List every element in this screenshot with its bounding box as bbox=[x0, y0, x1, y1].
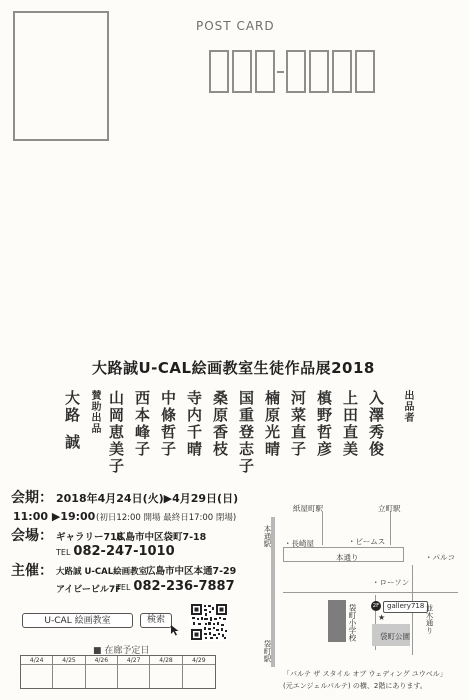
map-road bbox=[390, 512, 391, 545]
map-landmark: ・ビームス bbox=[348, 537, 386, 546]
postal-box bbox=[355, 50, 375, 93]
exhibitor-name: 国重登志子 bbox=[237, 390, 255, 475]
exhibitor-name: 槙野哲彦 bbox=[315, 390, 333, 458]
map-landmark: ・パルコ bbox=[425, 553, 455, 562]
organizer-label: 主催： bbox=[11, 563, 53, 579]
map-road bbox=[322, 512, 323, 545]
postal-box bbox=[309, 50, 329, 93]
map-landmark: 並木通り bbox=[425, 604, 434, 634]
period-dates: 2018年4月24日(火)▶4月29日(日) bbox=[56, 492, 239, 505]
map-note: (元エンジェルパルテ) の横、2階にあります。 bbox=[283, 682, 427, 690]
period-label: 会期： bbox=[11, 490, 53, 506]
exhibitor-name: 西本峰子 bbox=[133, 390, 151, 458]
period-hours-note: (初日12:00 開場 最終日17:00 閉場) bbox=[96, 513, 237, 523]
schedule-cell bbox=[150, 665, 182, 688]
venue-label: 会場： bbox=[11, 528, 53, 544]
postal-box bbox=[255, 50, 275, 93]
schedule-table bbox=[20, 655, 216, 689]
map-landmark: ・長崎屋 bbox=[284, 539, 314, 548]
organizer-tel-prefix: TEL bbox=[116, 583, 131, 592]
organizer-tel-number: 082-236-7887 bbox=[133, 579, 235, 594]
schedule-date: 4/29 bbox=[183, 656, 215, 665]
exhibitor-name: 楠原光晴 bbox=[263, 390, 281, 458]
map-station: 紙屋町駅 bbox=[293, 504, 323, 513]
exhibitor-name: 山岡恵美子 bbox=[107, 390, 125, 475]
schedule-date: 4/26 bbox=[86, 656, 118, 665]
schedule-cell bbox=[86, 665, 118, 688]
exhibitor-name: 桑原香枝 bbox=[211, 390, 229, 458]
map-note: 「パルテ ザ スタイル オブ ウェディング ユウベル」 bbox=[283, 670, 447, 678]
schedule-cell bbox=[183, 665, 215, 688]
qr-code-icon bbox=[190, 603, 228, 641]
venue-tel-prefix: TEL bbox=[56, 548, 71, 557]
postal-box bbox=[232, 50, 252, 93]
schedule-date: 4/27 bbox=[118, 656, 150, 665]
exhibitor-name: 中條哲子 bbox=[159, 390, 177, 458]
cursor-icon bbox=[170, 624, 180, 636]
postal-code-boxes bbox=[209, 50, 441, 95]
exhibitors-label: 出品者 bbox=[402, 390, 413, 423]
organizer-building: アイビービル7F bbox=[56, 585, 122, 595]
search-button[interactable]: 検索 bbox=[140, 613, 172, 628]
postal-box bbox=[332, 50, 352, 93]
map-floor-badge: 2F bbox=[372, 603, 380, 609]
exhibition-title: 大路誠U-CAL絵画教室生徒作品展2018 bbox=[92, 359, 375, 377]
map-gallery-marker: gallery718 bbox=[383, 601, 428, 613]
venue-name: ギャラリー718 bbox=[56, 532, 124, 543]
postal-dash bbox=[277, 71, 284, 73]
support-label: 賛助出品 bbox=[89, 390, 100, 434]
organizer-name: 大路誠 U-CAL絵画教室 bbox=[56, 567, 148, 577]
venue-tel-number: 082-247-1010 bbox=[73, 544, 175, 559]
venue-address: 広島市中区袋町7-18 bbox=[116, 532, 207, 543]
search-input[interactable]: U-CAL 絵画教室 bbox=[22, 613, 133, 628]
schedule-cell bbox=[118, 665, 150, 688]
map-road bbox=[283, 592, 458, 593]
postal-box bbox=[209, 50, 229, 93]
map-landmark: 袋町小学校 bbox=[348, 604, 357, 642]
postal-box bbox=[286, 50, 306, 93]
map-landmark: ・ローソン bbox=[372, 578, 410, 587]
period-hours: 11:00 ▶19:00 bbox=[13, 510, 96, 523]
schedule-cell bbox=[21, 665, 53, 688]
map-station: 袋町駅 bbox=[263, 640, 272, 663]
map-road bbox=[283, 547, 284, 562]
map-station: 立町駅 bbox=[378, 504, 401, 513]
support-name bbox=[62, 390, 83, 451]
schedule-cell bbox=[53, 665, 85, 688]
exhibitor-name: 上田直美 bbox=[341, 390, 359, 458]
support-surname: 大路 bbox=[63, 390, 81, 424]
map-school-block bbox=[328, 600, 346, 642]
post-card-label: POST CARD bbox=[196, 19, 275, 33]
support-given-name: 誠 bbox=[63, 434, 81, 451]
schedule-date: 4/25 bbox=[53, 656, 85, 665]
map-landmark: 袋町公園 bbox=[380, 632, 410, 641]
organizer-tel bbox=[116, 579, 235, 594]
schedule-date: 4/24 bbox=[21, 656, 53, 665]
organizer-address: 広島市中区本通7-29 bbox=[146, 566, 237, 577]
exhibitor-name: 河菜直子 bbox=[289, 390, 307, 458]
map-road bbox=[403, 547, 404, 562]
star-icon: ★ bbox=[378, 613, 386, 622]
exhibitor-name: 寺内千晴 bbox=[185, 390, 203, 458]
map-landmark: 本通り bbox=[336, 553, 359, 562]
exhibitor-name: 入澤秀俊 bbox=[367, 390, 385, 458]
venue-tel bbox=[56, 544, 175, 559]
schedule-label: ■ 在廊予定日 bbox=[93, 646, 150, 656]
map-station: 本通駅 bbox=[263, 525, 272, 548]
schedule-date: 4/28 bbox=[150, 656, 182, 665]
stamp-box bbox=[13, 11, 109, 141]
